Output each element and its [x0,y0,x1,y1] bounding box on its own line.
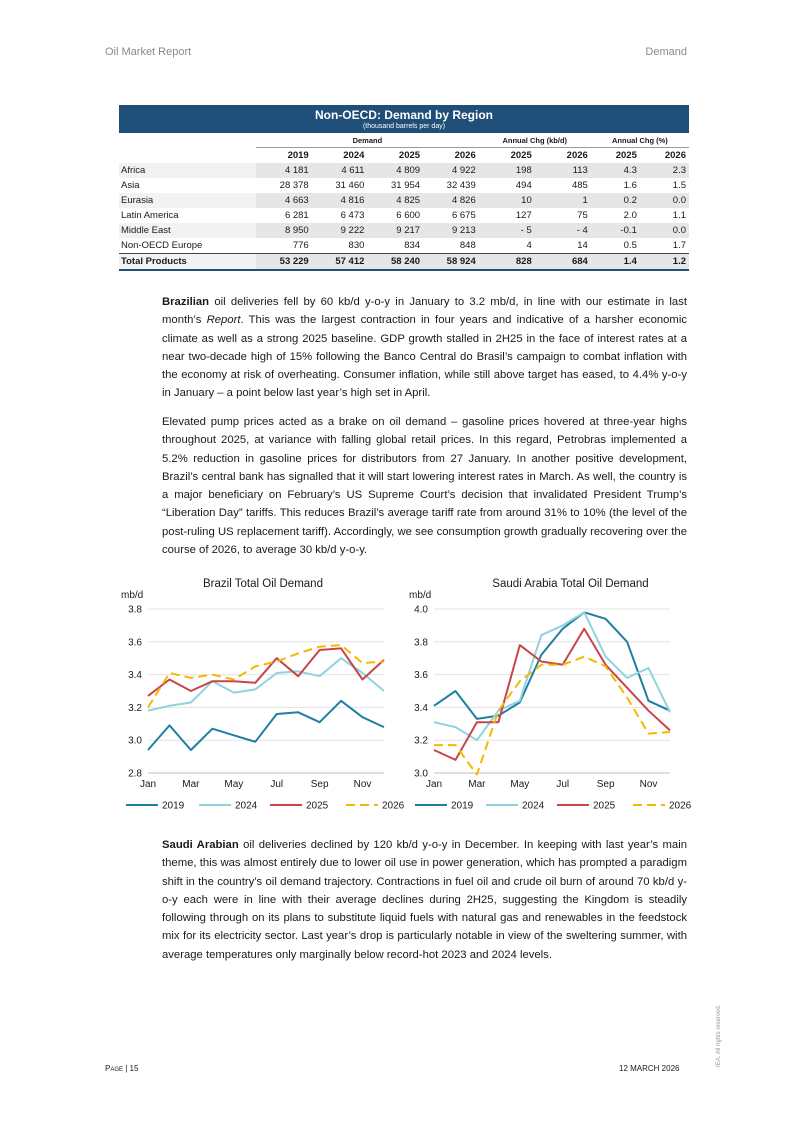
paragraph-brazil-1: Brazilian oil deliveries fell by 60 kb/d y-o-y in January to 3.2 mb/d, in line with our estimate in last month’s Report. This was the largest contraction in four years and indicative of a harsher economic climate as well as a strong 2025 baseline. GDP growth stalled in 2H25 in the face of interest rates at a near two-decade high of 15% following the Banco Central do Brasil’s campaign to combat inflation with the economy at risk of overheating. Consumer inflation, while still above target has eased, to 4.4% y-o-y in January – a point below last year’s high set in April. [162,296,687,400]
series-line-2019 [148,701,384,750]
saudi-chart [403,578,692,814]
report-title: Oil Market Report [105,46,192,58]
cell: 6 600 [396,210,421,221]
cell: 0.0 [640,193,689,208]
cell: 4 809 [367,163,423,178]
rights-notice: IEA. All rights reserved. [716,1004,722,1067]
cell: 10 [479,193,535,208]
legend-label: 2026 [382,800,405,812]
cell: 58 924 [423,254,479,270]
row-name: Asia [121,180,140,191]
table-row [119,238,689,254]
section-name: Demand [645,46,687,58]
cell: 4 826 [423,193,479,208]
y-tick-label: 3.4 [414,702,428,714]
x-tick-label: Sep [596,779,615,790]
legend-label: 2025 [306,800,329,812]
year-header: 2019 [287,150,309,161]
brazil-plot [118,578,405,814]
x-tick-label: Nov [639,779,658,790]
series-line-2024 [148,658,384,711]
cell: 127 [515,210,532,221]
cell: 8 950 [256,223,312,238]
cell: 4 [526,240,532,251]
legend-label: 2026 [669,800,692,812]
cell: 31 954 [391,180,421,191]
row-name: Middle East [119,223,256,238]
table-row-total [119,254,689,270]
cell: 684 [535,254,591,270]
cell: 834 [404,240,421,251]
legend-label: 2019 [451,800,474,812]
y-tick-label: 3.8 [128,604,142,616]
x-tick-label: May [224,779,244,790]
paragraph-saudi: Saudi Arabian oil deliveries declined by 120 kb/d y-o-y in December. In keeping with last year’s main theme, this was almost entirely due to lower oil use in power generation, which has prompted a paradigm shift in the country’s oil demand trajectory. Contractions in fuel oil and crude oil burn of around 70 kb/d y-o-y each were in line with their average declines during 2H25, suggesting the Kingdom is steadily following through on its plans to substitute liquid fuels with natural gas and renewables in the feedstock mix for its electricity sector. Last year’s drop is particularly notable in view of the sweltering summer, with average temperatures only marginally below record-hot 2023 and 2024 levels. [162,839,687,961]
cell: 1.5 [672,180,686,191]
table-row [119,223,689,238]
region-demand-table [119,105,689,271]
group-chg-kbd: Annual Chg (kb/d) [479,133,591,148]
row-name: Total Products [119,254,256,270]
table-row [119,193,689,208]
cell: 2.3 [640,163,689,178]
report-date: 12 MARCH 2026 [619,1064,680,1073]
chart-title: Saudi Arabia Total Oil Demand [492,578,649,590]
y-tick-label: 2.8 [128,768,142,780]
cell: 0.0 [640,223,689,238]
cell: 6 281 [284,210,309,221]
x-tick-label: Mar [468,779,486,790]
series-line-2025 [148,648,384,696]
cell: 0.5 [623,240,637,251]
cell: 4 611 [312,163,368,178]
cell: - 4 [535,223,591,238]
year-header: 2026 [454,150,476,161]
x-tick-label: Jan [425,779,443,790]
cell: 494 [515,180,532,191]
cell: 830 [348,240,365,251]
report-italic: Report [206,314,241,327]
series-line-2026 [148,645,384,707]
cell: 4 663 [256,193,312,208]
table-bottom-rule [119,269,689,271]
cell: 776 [292,240,309,251]
y-tick-label: 3.2 [128,702,142,714]
row-name: Non-OECD Europe [121,240,203,251]
year-header: 2025 [398,150,421,161]
year-header: 2024 [343,150,365,161]
legend-label: 2024 [235,800,258,812]
para-lead: Brazilian [162,296,210,308]
page-number: Page | 15 [105,1064,139,1073]
cell: 75 [577,210,588,221]
group-chg-pct: Annual Chg (%) [591,133,689,148]
cell: - 5 [479,223,535,238]
cell: 0.2 [591,193,640,208]
legend-label: 2024 [522,800,545,812]
cell: 113 [535,163,591,178]
cell: 1.2 [640,254,689,270]
y-unit-label: mb/d [409,590,432,601]
saudi-plot [403,578,692,814]
cell: 58 240 [367,254,423,270]
y-tick-label: 3.4 [128,670,142,682]
cell: 4.3 [591,163,640,178]
x-tick-label: Sep [310,779,329,790]
y-tick-label: 4.0 [414,604,428,616]
cell: 14 [577,240,588,251]
cell: 28 378 [279,180,309,191]
cell: 57 412 [312,254,368,270]
y-tick-label: 3.2 [414,735,428,747]
chart-title: Brazil Total Oil Demand [203,578,323,590]
row-name: Eurasia [119,193,256,208]
legend-label: 2025 [593,800,616,812]
cell: 4 825 [367,193,423,208]
x-tick-label: Nov [353,779,372,790]
x-tick-label: Jul [556,779,570,790]
cell: 9 222 [312,223,368,238]
cell: 4 181 [256,163,312,178]
data-table [119,133,689,269]
x-tick-label: Jul [270,779,284,790]
cell: 828 [479,254,535,270]
cell: 9 217 [367,223,423,238]
cell: 1.4 [591,254,640,270]
cell: 1.7 [672,240,686,251]
cell: 32 439 [446,180,476,191]
cell: 1.6 [623,180,637,191]
cell: 198 [479,163,535,178]
table-row [119,208,689,223]
y-tick-label: 3.8 [414,637,428,649]
year-header: 2026 [664,150,686,161]
cell: 4 922 [423,163,479,178]
cell: 2.0 [623,210,637,221]
cell: 4 816 [312,193,368,208]
row-name: Latin America [121,210,179,221]
year-header: 2025 [510,150,532,161]
group-demand: Demand [256,133,479,148]
y-tick-label: 3.6 [414,670,428,682]
legend-label: 2019 [162,800,185,812]
year-header: 2025 [615,150,637,161]
cell: 9 213 [423,223,479,238]
brazil-chart [118,578,405,814]
cell: 53 229 [256,254,312,270]
x-tick-label: May [510,779,530,790]
x-tick-label: Jan [139,779,157,790]
cell: 1 [535,193,591,208]
table-row [119,163,689,178]
series-line-2024 [434,612,670,740]
cell: 848 [459,240,476,251]
cell: -0.1 [591,223,640,238]
cell: 1.1 [672,210,686,221]
y-tick-label: 3.6 [128,637,142,649]
cell: 31 460 [335,180,365,191]
paragraph-brazil-2: Elevated pump prices acted as a brake on oil demand – gasoline prices hovered at three-year highs throughout 2025, at variance with falling global retail prices. In this regard, Petrobras implemented a 5.2% reduction in gasoline prices for distributors from 27 January. In another positive development, Brazil’s central bank has signalled that it will start lowering interest rates in March. As well, the country is a major beneficiary on February’s US Supreme Court’s decision that invalidated President Trump’s “Liberation Day” tariffs. This reduces Brazil’s average tariff rate from around 31% to 10% (the level of the post-ruling US replacement tariff). Accordingly, we see consumption growth gradually recovering over the course of 2026, to average 30 kb/d y-o-y. [162,416,687,557]
y-unit-label: mb/d [121,590,144,601]
y-tick-label: 3.0 [128,735,142,747]
para-lead: Saudi Arabian [162,839,239,851]
cell: 6 473 [340,210,365,221]
table-title: Non-OECD: Demand by Region [119,105,689,123]
cell: 485 [571,180,588,191]
cell: 6 675 [451,210,476,221]
year-header: 2026 [566,150,588,161]
table-subtitle: (thousand barrels per day) [119,123,689,133]
x-tick-label: Mar [182,779,200,790]
row-name: Africa [119,163,256,178]
y-tick-label: 3.0 [414,768,428,780]
table-row [119,178,689,193]
